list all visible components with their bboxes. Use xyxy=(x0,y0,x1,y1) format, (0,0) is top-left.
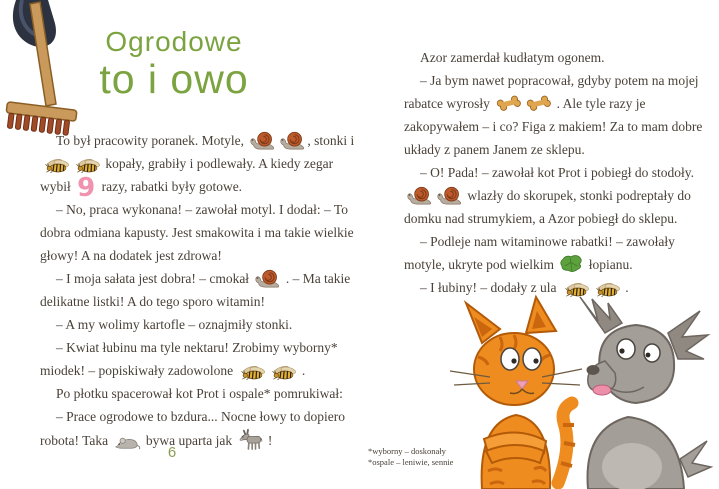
text-run: – No, praca wykonana! – zawołał motyl. I dodał: – To dobra odmiana kapusty. Jest smakowita i ma takie wielkie głowy! A na dodatek jest zdrowa! xyxy=(40,202,354,263)
cat-and-dog-icon xyxy=(430,291,719,489)
left-page-text xyxy=(40,129,362,452)
footnote: *ospale – leniwie, sennie xyxy=(368,457,454,467)
text-run: Azor zamerdał kudłatym ogonem. xyxy=(420,50,605,65)
snail-icon xyxy=(279,131,305,150)
text-run: ! xyxy=(264,433,273,448)
chapter-title xyxy=(38,26,310,100)
title-line-1: Ogrodowe xyxy=(105,26,243,57)
cat-dog-illustration xyxy=(430,291,719,489)
snail-icon xyxy=(436,186,462,205)
text-run: – Prace ogrodowe to bzdura... Nocne łowy to dopiero robota! Taka xyxy=(40,409,346,448)
bone-icon xyxy=(525,94,551,113)
text-run: wlazły do skorupek, stonki podreptały do domku nad strumykiem, a Azor pobiegł do sklepu. xyxy=(404,188,691,226)
text-run: . xyxy=(298,363,306,378)
pink-numeral: 9 xyxy=(77,173,96,203)
paragraph xyxy=(40,267,362,313)
paragraph xyxy=(40,382,362,405)
text-run: . xyxy=(621,280,629,295)
text-run: – I moja sałata jest dobra! – cmokał xyxy=(56,271,253,286)
paragraph xyxy=(404,161,712,184)
text-run: – O! Pada! – zawołał kot Prot i pobiegł do stodoły. xyxy=(420,165,694,180)
snail-icon xyxy=(254,269,280,288)
text-run: – I łubiny! – dodały z ula xyxy=(420,280,560,295)
leaf-icon xyxy=(559,254,583,274)
paragraph xyxy=(40,336,362,382)
footnote: *wyborny – doskonały xyxy=(368,446,446,456)
mouse-icon xyxy=(114,435,141,450)
text-run: , stonki i xyxy=(307,133,355,148)
bone-icon xyxy=(495,94,521,113)
paragraph xyxy=(40,198,362,267)
snail-icon xyxy=(249,131,275,150)
beetle-icon xyxy=(73,158,100,173)
text-run: bywa uparta jak xyxy=(142,433,236,448)
right-page-text xyxy=(404,46,712,299)
text-run: To był pracowity poranek. Motyle, xyxy=(56,133,248,148)
paragraph xyxy=(404,69,712,161)
text-run: Po płotku spacerował kot Prot i ospale* pomrukiwał: xyxy=(56,386,343,401)
paragraph xyxy=(404,184,712,230)
paragraph xyxy=(40,313,362,336)
donkey-icon xyxy=(238,428,263,450)
text-run: – Ja bym nawet popracował, gdyby potem na mojej rabatce wyrosły xyxy=(404,73,699,111)
text-run: kopały, grabiły i podlewały. A kiedy zegar wybił xyxy=(40,156,334,194)
paragraph xyxy=(404,230,712,276)
text-run: razy, rabatki były gotowe. xyxy=(98,179,243,194)
beetle-icon xyxy=(269,365,296,380)
title-line-2: to i owo xyxy=(99,56,249,102)
text-run: – Podleje nam witaminowe rabatki! – zawołały motyle, ukryte pod wielkim xyxy=(404,234,675,272)
paragraph xyxy=(404,46,712,69)
beetle-icon xyxy=(42,158,69,173)
text-run: łopianu. xyxy=(585,257,633,272)
page-number: 6 xyxy=(167,444,177,461)
beetle-icon xyxy=(238,365,265,380)
paragraph xyxy=(40,405,362,452)
paragraph xyxy=(40,129,362,203)
snail-icon xyxy=(406,186,432,205)
text-run: . – Ma takie delikatne listki! A do tego sporo witamin! xyxy=(40,271,351,309)
text-run: . Ale tyle razy je zakopywałem – i co? Figa z makiem! Za to mam dobre układy z panem Janem ze sklepu. xyxy=(404,96,703,157)
text-run: – Kwiat łubinu ma tyle nektaru! Zrobimy wyborny* miodek! – popiskiwały zadowolone xyxy=(40,340,338,378)
text-run: – A my wolimy kartofle – oznajmiły stonki. xyxy=(56,317,293,332)
